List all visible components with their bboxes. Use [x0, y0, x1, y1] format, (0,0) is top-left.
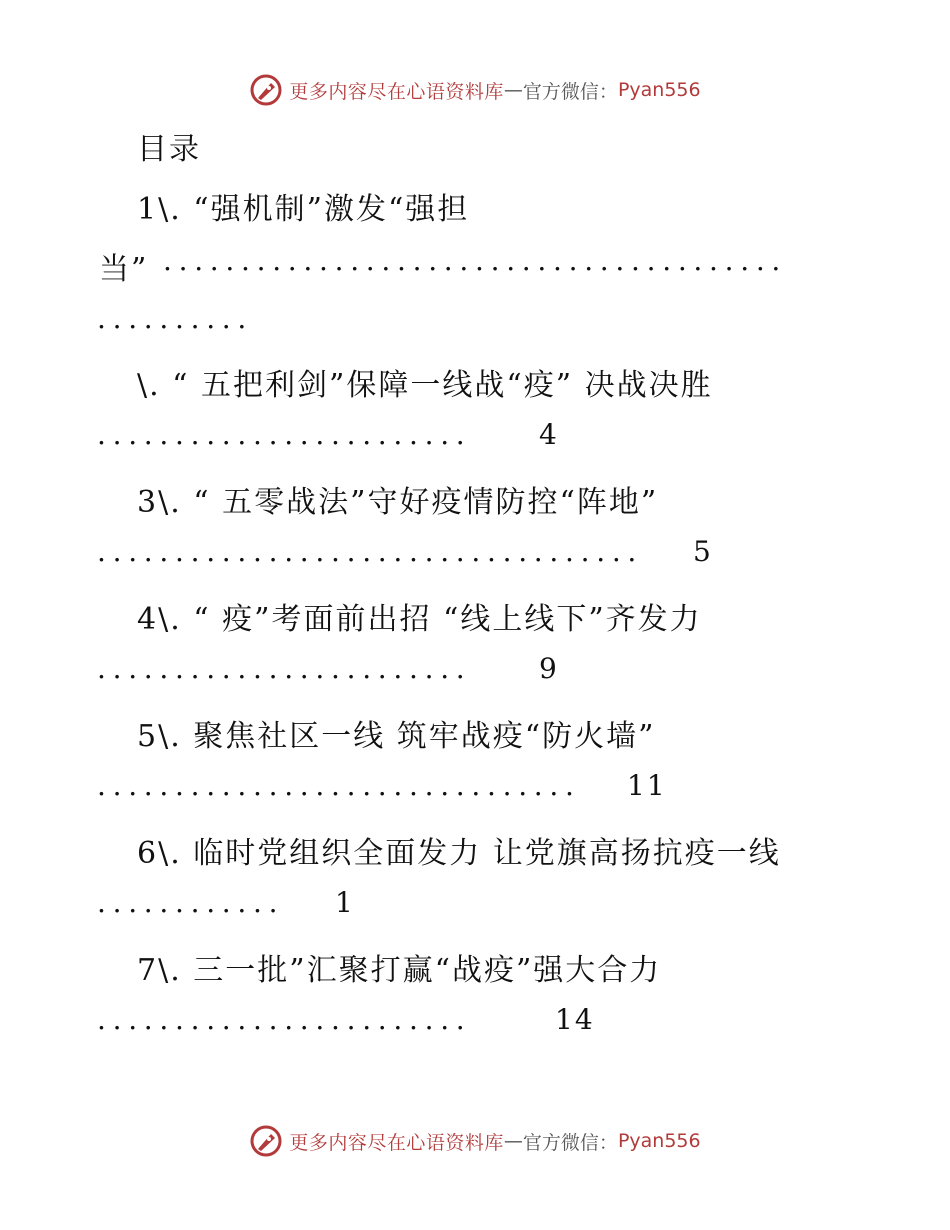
banner-text: 更多内容尽在心语资料库 [289, 80, 504, 103]
toc-page-number: 9 [539, 652, 559, 685]
toc-leader-dots: ........................ [97, 1003, 472, 1036]
banner-wechat-id: Pyan556 [617, 79, 701, 101]
banner-text: 更多内容尽在心语资料库 [289, 1131, 504, 1154]
toc-entry-title: 3\. “ 五零战法”守好疫情防控“阵地” [137, 485, 659, 520]
toc-page-number: 11 [627, 769, 667, 802]
pen-nib-logo-icon [249, 1124, 283, 1158]
toc-leader-dots: ........................................ [163, 244, 788, 277]
toc-page-number: 1 [335, 886, 355, 919]
toc-entry-title: 7\. 三一批”汇聚打赢“战疫”强大合力 [137, 953, 662, 988]
toc-leader-dots: ............................... [97, 769, 581, 802]
toc-leader-dots: .......... [97, 302, 254, 335]
pen-nib-logo-icon [249, 73, 283, 107]
toc-leader-dots: ........................ [97, 418, 472, 451]
toc-entry-title: 4\. “ 疫”考面前出招 “线上线下”齐发力 [137, 602, 702, 637]
toc-page-number: 4 [539, 418, 559, 451]
toc-entry-title: 6\. 临时党组织全面发力 让党旗高扬抗疫一线 [137, 836, 781, 871]
banner-wechat-label: 官方微信： [522, 1131, 618, 1154]
toc-leader-dots: ................................... [97, 535, 644, 568]
toc-page-number: 14 [555, 1003, 595, 1036]
toc-entry-title: \. “ 五把利剑”保障一线战“疫” 决战决胜 [137, 368, 713, 403]
banner-wechat-label: 官方微信： [522, 80, 618, 103]
toc-entry-title: 5\. 聚焦社区一线 筑牢战疫“防火墙” [137, 719, 656, 754]
toc-entry-title: 1\. “强机制”激发“强担 [137, 192, 470, 227]
banner-wechat-id: Pyan556 [617, 1130, 701, 1152]
toc-leader-dots: ........................ [97, 652, 472, 685]
banner-separator: — [503, 79, 523, 101]
toc-entry-title-continued: 当” [99, 252, 149, 287]
footer-watermark-banner [0, 1121, 950, 1161]
toc-leader-dots: ............ [97, 886, 285, 919]
header-watermark-banner [0, 70, 950, 110]
toc-page-number: 5 [693, 535, 713, 568]
toc-heading: 目录 [137, 132, 201, 167]
banner-separator: — [503, 1130, 523, 1152]
